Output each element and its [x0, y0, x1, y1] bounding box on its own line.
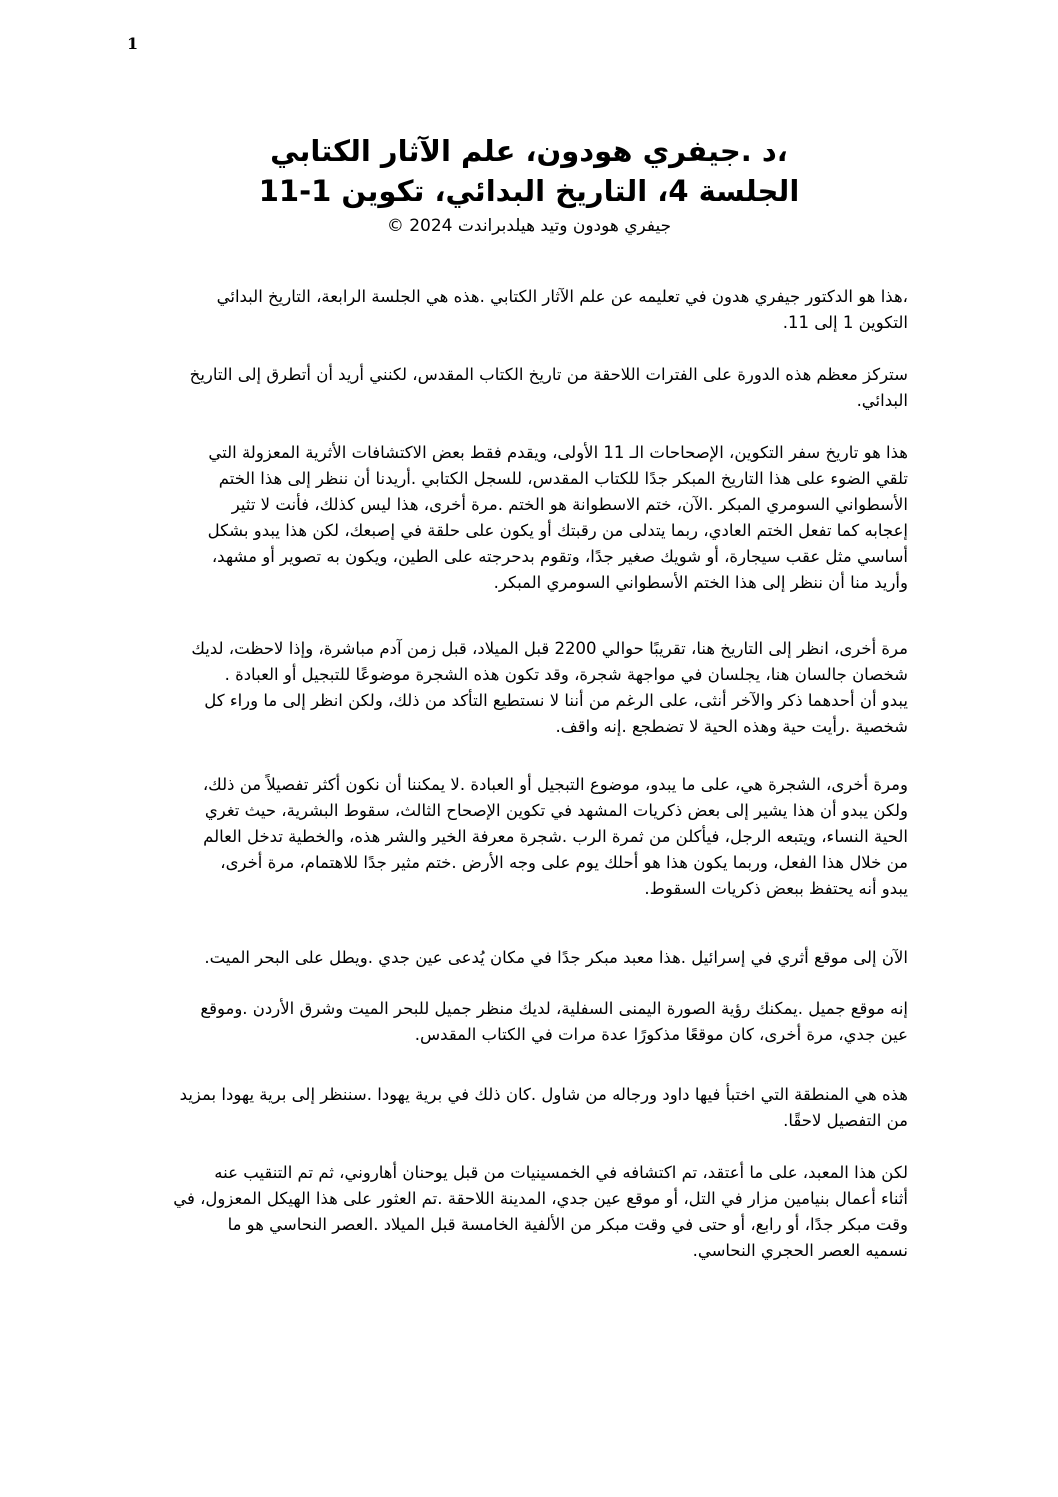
text-line: إنه موقع جميل .يمكنك رؤية الصورة اليمنى السفلية، لديك منظر جميل للبحر الميت وشرق الأردن .وموقع — [200, 999, 908, 1018]
text-line: مرة أخرى، انظر إلى التاريخ هنا، تقريبًا حوالي 2200 قبل الميلاد، قبل زمن آدم مباشرة، وإذا لاحظت، لديك — [191, 639, 908, 658]
page-number: 1 — [127, 34, 139, 53]
text-line: أثناء أعمال بنيامين مزار في التل، أو موقع عين جدي، المدينة اللاحقة .تم العثور على هذا الهيكل المعزول، في — [173, 1189, 908, 1208]
paragraph — [148, 440, 908, 596]
paragraph — [148, 362, 908, 414]
document-title-line-1: ،د .جيفري هودون، علم الآثار الكتابي — [270, 134, 788, 168]
text-line: من خلال هذا الفعل، وربما يكون هذا هو أحلك يوم على وجه الأرض .ختم مثير جدًا للاهتمام، مرة أخرى، — [220, 853, 908, 872]
paragraph — [148, 636, 908, 740]
text-line: لكن هذا المعبد، على ما أعتقد، تم اكتشافه في الخمسينيات من قبل يوحنان أهاروني، ثم تم التنقيب عنه — [214, 1163, 908, 1182]
text-line: ولكن يبدو أن هذا يشير إلى بعض ذكريات المشهد في تكوين الإصحاح الثالث، سقوط البشرية، حيث تغري — [204, 801, 908, 820]
text-line: يبدو أنه يحتفظ ببعض ذكريات السقوط. — [644, 879, 908, 898]
text-line: وقت مبكر جدًا، أو رابع، أو حتى في وقت مبكر من الألفية الخامسة قبل الميلاد .العصر النحاسي هو ما — [227, 1215, 908, 1234]
text-line: من التفصيل لاحقًا. — [783, 1111, 908, 1130]
text-line: هذا هو تاريخ سفر التكوين، الإصحاحات الـ 11 الأولى، ويقدم فقط بعض الاكتشافات الأثرية المعزولة التي — [208, 443, 908, 462]
text-line: التكوين 1 إلى 11. — [782, 313, 908, 332]
text-line: ستركز معظم هذه الدورة على الفترات اللاحقة من تاريخ الكتاب المقدس، لكنني أريد أن أتطرق إلى التاريخ — [189, 365, 908, 384]
text-line: عين جدي، مرة أخرى، كان موقعًا مذكورًا عدة مرات في الكتاب المقدس. — [414, 1025, 908, 1044]
text-line: وأريد منا أن ننظر إلى هذا الختم الأسطواني السومري المبكر. — [493, 573, 908, 592]
text-line: ،هذا هو الدكتور جيفري هدون في تعليمه عن علم الآثار الكتابي .هذه هي الجلسة الرابعة، التاريخ البدائي — [216, 287, 908, 306]
text-line: أساسي مثل عقب سيجارة، أو شويك صغير جدًا، وتقوم بدحرجته على الطين، ويكون به تصوير أو مشهد، — [211, 547, 908, 566]
text-line: تلقي الضوء على هذا التاريخ المبكر جدًا للكتاب المقدس، للسجل الكتابي .أريدنا أن ننظر إلى هذا الختم — [218, 469, 908, 488]
paragraph — [148, 1082, 908, 1134]
text-line: نسميه العصر الحجري النحاسي. — [692, 1241, 908, 1260]
paragraph — [148, 772, 908, 902]
text-line: البدائي. — [856, 391, 908, 410]
text-line: يبدو أن أحدهما ذكر والآخر أنثى، على الرغم من أننا لا نستطيع التأكد من ذلك، ولكن انظر إلى ما وراء كل — [204, 691, 908, 710]
paragraph — [148, 996, 908, 1048]
text-line: إعجابه كما تفعل الختم العادي، ربما يتدلى من رقبتك أو يكون على حلقة في إصبعك، لكن هذا يبدو بشكل — [207, 521, 908, 540]
document-title-line-2: الجلسة 4، التاريخ البدائي، تكوين 1-11 — [258, 174, 800, 208]
text-line: الحية النساء، ويتبعه الرجل، فيأكلن من ثمرة الرب .شجرة معرفة الخير والشر هذه، والخطية تدخل العالم — [203, 827, 908, 846]
text-line: شخصية .رأيت حية وهذه الحية لا تضطجع .إنه واقف. — [555, 717, 908, 736]
text-line: الآن إلى موقع أثري في إسرائيل .هذا معبد مبكر جدًا في مكان يُدعى عين جدي .ويطل على البحر الميت. — [204, 948, 908, 967]
text-line: شخصان جالسان هنا، يجلسان في مواجهة شجرة، وقد تكون هذه الشجرة موضوعًا للتبجيل أو العبادة . — [224, 665, 908, 684]
copyright-line: جيفري هودون وتيد هيلدبراندت 2024 © — [386, 216, 672, 236]
text-line: ومرة أخرى، الشجرة هي، على ما يبدو، موضوع التبجيل أو العبادة .لا يمكننا أن نكون أكثر تفصيلاً من ذلك، — [202, 775, 908, 794]
text-line: الأسطواني السومري المبكر .الآن، ختم الاسطوانة هو الختم .مرة أخرى، هذا ليس كذلك، فأنت لا تثير — [231, 495, 908, 514]
paragraph — [148, 945, 908, 971]
text-line: هذه هي المنطقة التي اختبأ فيها داود ورجاله من شاول .كان ذلك في برية يهودا .سننظر إلى برية يهودا بمزيد — [179, 1085, 908, 1104]
paragraph — [148, 1160, 908, 1264]
paragraph — [148, 284, 908, 336]
